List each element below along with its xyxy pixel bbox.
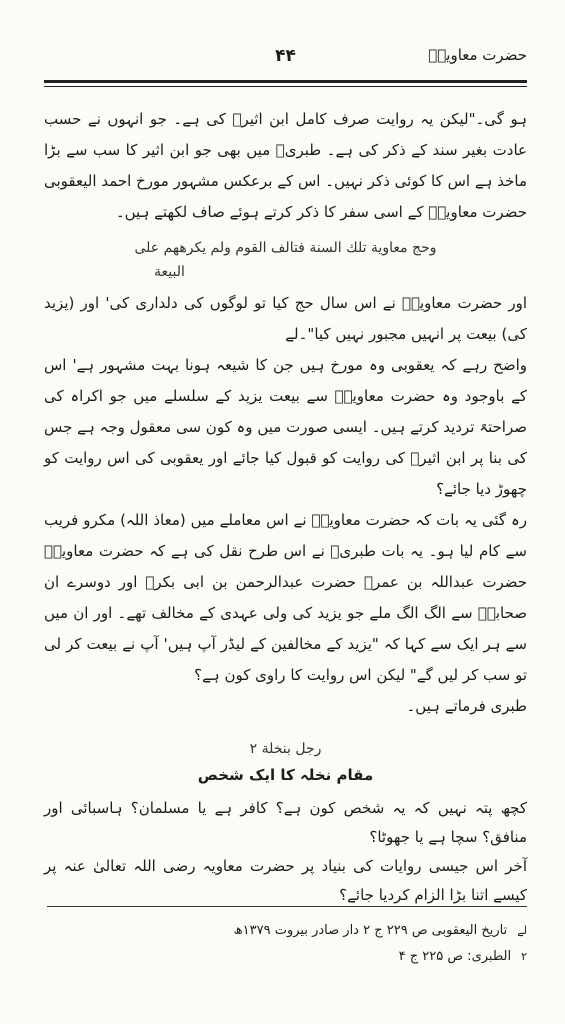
urdu-heading: مقام نخلہ کا ایک شخص (197, 766, 374, 784)
page-number: ۴۴ (275, 46, 296, 66)
footnote-2-mark: ۲ (521, 950, 527, 963)
footnote-2 (44, 944, 527, 970)
arabic-quote-line-2: البيعة (154, 264, 185, 280)
footnotes (44, 918, 527, 970)
paragraph-3: واضح رہے کہ یعقوبی وہ مورخ ہیں جن کا شیعہ ہونا بہت مشہور ہے' اس کے باوجود وہ حضرت معاویہؓ سے بیعت یزید کے سلسلے میں جو اکراہ کی صراحتہً تردید کرتے ہیں۔ ایسی صورت میں وہ کون سی معقول وجہ ہے جس کی بنا پر ابن اثیرؒ کی روایت کو قبول کیا جائے اور یعقوبی کی اس روایت کو چھوڑ دیا جائے؟ (44, 356, 527, 498)
paragraph-2: اور حضرت معاویہؓ نے اس سال حج کیا تو لوگوں کی دلداری کی' اور (یزید کی) بیعت پر انہیں مجبور نہیں کیا"۔لے (44, 294, 527, 343)
paragraph-5: طبری فرماتے ہیں۔ (406, 697, 527, 715)
arabic-quote-line-1: وحج معاوية تلك السنة فتالف القوم ولم يكرههم على (134, 240, 437, 256)
question-2: آخر اس جیسی روایات کی بنیاد پر حضرت معاویہ رضی اللہ تعالیٰ عنہ پر کیسے اتنا بڑا الزام کردیا جائے؟ (44, 857, 527, 904)
footnote-1-mark: لے (517, 924, 527, 937)
page-header (44, 44, 527, 72)
running-title: حضرت معاویہؓ (428, 46, 527, 64)
paragraph-1: ہو گی۔"لیکن یہ روایت صرف کامل ابن اثیرؒ کی ہے۔ جو انہوں نے حسب عادت بغیر سند کے ذکر کی ہے۔ طبریؒ میں بھی جو ابن اثیر کا سب سے بڑا ماخذ ہے اس کا کوئی ذکر نہیں۔ اس کے برعکس مشہور مورخ احمد الیعقوبی حضرت معاویہؓ کے اسی سفر کا ذکر کرتے ہوئے صاف لکھتے ہیں۔ (44, 110, 527, 221)
main-text (44, 104, 527, 910)
paragraph-4: رہ گئی یہ بات کہ حضرت معاویہؓ نے اس معاملے میں (معاذ اللہ) مکرو فریب سے کام لیا ہو۔ یہ بات طبریؒ نے اس طرح نقل کی ہے کہ حضرت معاویہؓ حضرت عبداللہ بن عمرؓ حضرت عبدالرحمن بن ابی بکرؓ اور دوسرے ان صحابہؓ سے الگ الگ ملے جو یزید کی ولی عہدی کے مخالف تھے۔ اور ان میں سے ہر ایک سے کہا کہ "یزید کے مخالفین کے لیڈر آپ ہیں' آپ نے بیعت کر لی تو سب کر لیں گے" لیکن اس روایت کا راوی کون ہے؟ (44, 511, 527, 684)
header-rule-thick (44, 80, 527, 83)
header-rule-thin (44, 86, 527, 87)
arabic-quote (74, 236, 497, 284)
question-1: کچھ پتہ نہیں کہ یہ شخص کون ہے؟ کافر ہے یا مسلمان؟ ہاسبائی اور منافق؟ سچا ہے یا جھوٹا؟ (44, 799, 527, 846)
arabic-heading: رجل بنخلة ۲ (249, 741, 322, 757)
footnote-1-text: تاریخ الیعقوبی ص ۲۲۹ ج ۲ دار صادر بیروت ۱۳۷۹ھ (233, 923, 508, 938)
footnote-rule (47, 906, 527, 907)
footnote-1 (44, 918, 527, 944)
footnote-2-text: الطبری: ص ۲۲۵ ج ۴ (398, 949, 512, 964)
